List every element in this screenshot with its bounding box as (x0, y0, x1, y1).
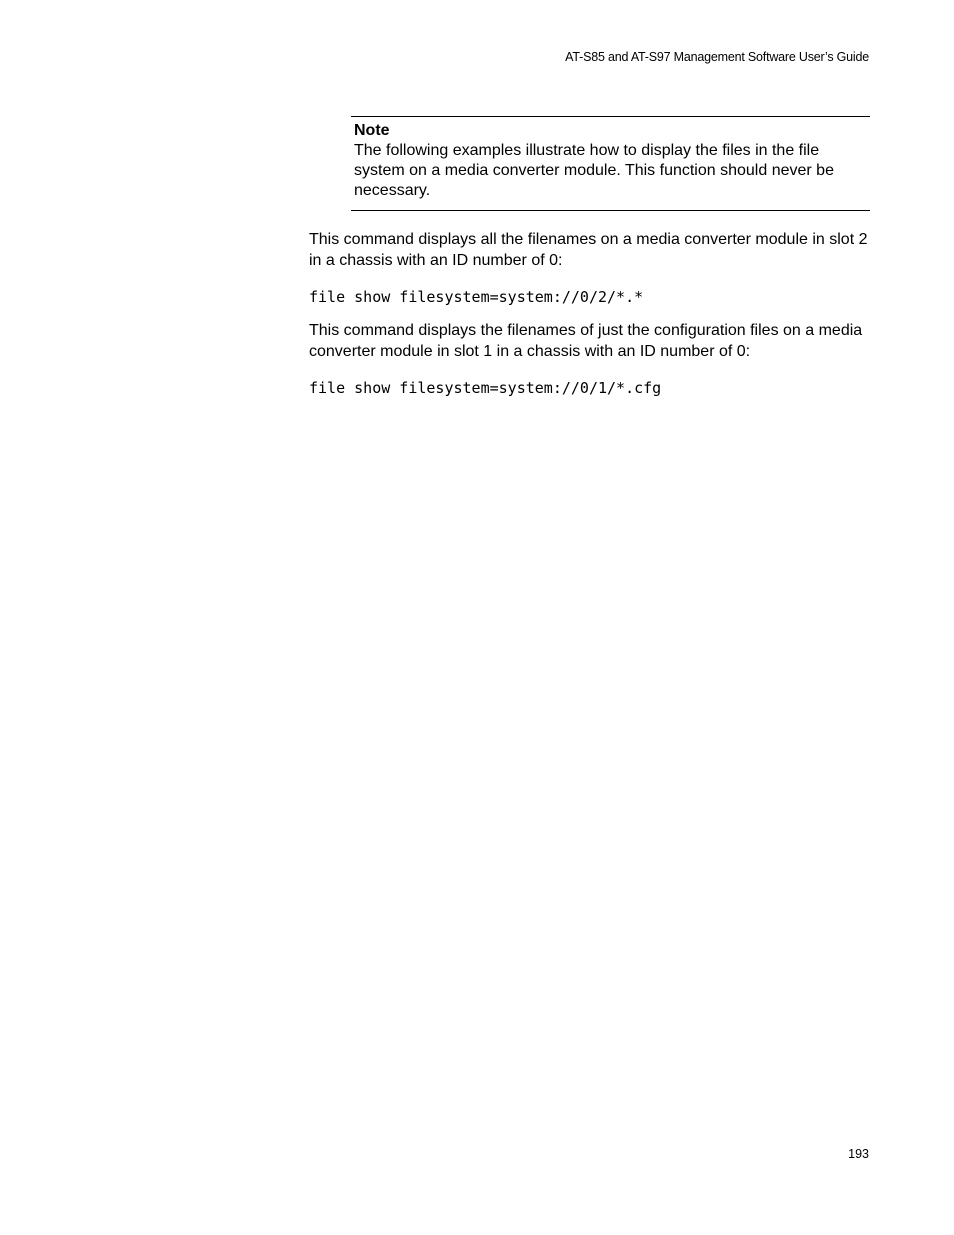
code-example-slot-1: file show filesystem=system://0/1/*.cfg (309, 379, 662, 397)
running-header: AT-S85 and AT-S97 Management Software User’s Guide (565, 50, 869, 64)
paragraph-slot-1: This command displays the filenames of just the configuration files on a media converter module in slot 1 in a chassis with an ID number of 0: (309, 322, 863, 360)
note-title: Note (354, 122, 390, 139)
main-content (309, 230, 869, 412)
page-number: 193 (848, 1147, 869, 1161)
note-box (351, 116, 870, 211)
note-text: The following examples illustrate how to display the files in the file system on a media converter module. This function should never be necessary. (354, 142, 834, 199)
code-example-slot-2: file show filesystem=system://0/2/*.* (309, 288, 644, 306)
paragraph-slot-2: This command displays all the filenames on a media converter module in slot 2 in a chassis with an ID number of 0: (309, 231, 868, 269)
